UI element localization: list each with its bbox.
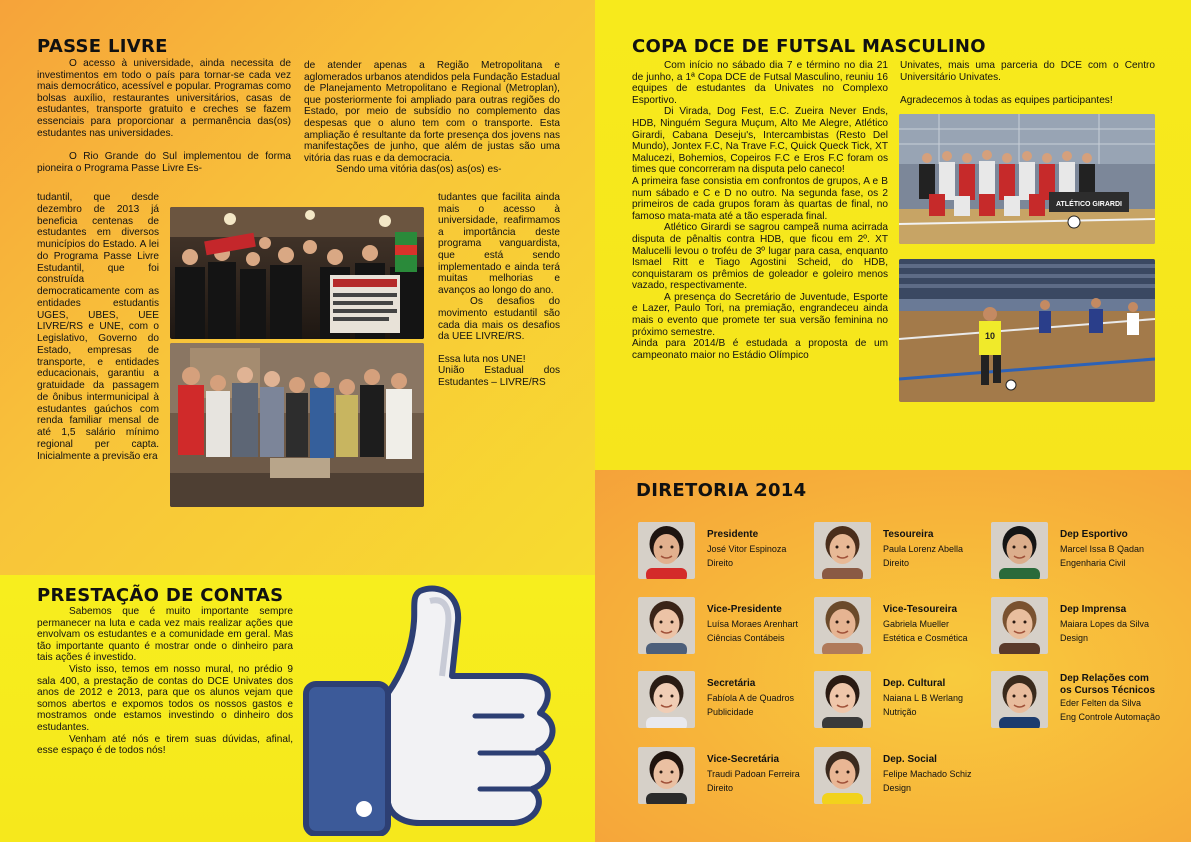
member-photo [814, 597, 871, 654]
member-role: Vice-Presidente [707, 604, 782, 615]
copa-p8: Agradecemos à todas as equipes participantes! [900, 95, 1113, 107]
member-card [814, 671, 984, 731]
member-photo [638, 522, 695, 579]
member-course: Direito [883, 558, 910, 568]
passe-livre-col2-narrow-p1: tudantes que facilita ainda mais o acesso à universidade, reafirmamos a importância deste programa vanguardista, que está sendo implementado e ainda terá muitas melhorias e avanços ao longo do ano. [438, 192, 560, 296]
member-photo [991, 597, 1048, 654]
prestacao-title: PRESTAÇÃO DE CONTAS [37, 585, 284, 606]
svg-text:10: 10 [984, 331, 996, 341]
passe-livre-col2-p1: de atender apenas a Região Metropolitana e aglomerados urbanos atendidos pela Fundação Estadual de Planejamento Metropolitano e Regional (Metroplan), que posteriormente foi ampliado para outras regiões do Estado, por meio de subsídio no complemento das despesas que o aluno tem com o transporte. Esta ampliação é resultante da forte presença dos jovens nas manifestações de junho, que além de justas são uma vitória das ruas e da democracia. [304, 60, 560, 164]
member-card [638, 597, 808, 657]
passe-livre-col2-p3: Os desafios do movimento estudantil são cada dia mais os desafios da UEE LIVRE/RS. [438, 296, 560, 343]
prestacao-panel [0, 575, 595, 842]
member-role: Dep Imprensa [1060, 604, 1127, 615]
member-name: Felipe Machado Schiz [883, 769, 972, 779]
member-photo [991, 671, 1048, 728]
passe-livre-panel [0, 0, 595, 575]
member-course: Publicidade [707, 707, 754, 717]
member-role: Dep. Social [883, 754, 937, 765]
passe-livre-col1 [37, 58, 291, 174]
member-role: Vice-Secretária [707, 754, 780, 765]
member-course: Design [1060, 633, 1089, 643]
students-officials-photo [170, 343, 424, 507]
passe-livre-title: PASSE LIVRE [37, 36, 168, 57]
copa-p5: A presença do Secretário de Juventude, Esporte e Lazer, Paulo Tori, na premiação, engrandeceu ainda mais o evento que promete ter sua versão feminina no próximo semestre. [632, 291, 888, 338]
copa-panel [595, 0, 1191, 470]
passe-livre-col2-narrow [438, 192, 560, 389]
member-role: Secretária [707, 678, 756, 689]
event-group-photo [170, 207, 424, 339]
member-card [991, 671, 1161, 731]
member-name: Eder Felten da Silva [1060, 698, 1142, 708]
diretoria-panel [595, 470, 1191, 842]
member-name: Paula Lorenz Abella [883, 544, 964, 554]
member-card [814, 597, 984, 657]
thumbs-up-icon [300, 581, 560, 836]
member-role: Presidente [707, 529, 759, 540]
copa-p7: Univates, mais uma parceria do DCE com o Centro Universitário Univates. [900, 60, 1155, 83]
copa-col1 [632, 60, 888, 361]
passe-livre-col1-p2: O Rio Grande do Sul implementou de forma pioneira o Programa Passe Livre Es- [37, 151, 291, 174]
passe-livre-col2-p5: União Estadual dos Estudantes – LIVRE/RS [438, 365, 560, 388]
member-card [814, 522, 984, 582]
diretoria-title: DIRETORIA 2014 [636, 480, 807, 501]
prestacao-text [37, 606, 293, 757]
member-role: Tesoureira [883, 529, 934, 540]
member-name: Fabíola A de Quadros [707, 693, 795, 703]
member-course: Nutrição [883, 707, 917, 717]
member-course: Estética e Cosmética [883, 633, 968, 643]
member-photo [814, 747, 871, 804]
prestacao-p3: Venham até nós e tirem suas dúvidas, afinal, esse espaço é de todos nós! [37, 733, 293, 757]
member-course: Eng Controle Automação [1060, 712, 1161, 722]
member-role: Dep Esportivo [1060, 529, 1128, 540]
member-photo [638, 597, 695, 654]
member-card [638, 671, 808, 731]
copa-p3: A primeira fase consistia em confrontos de grupos, A e B num sábado e C e D no outro. Na segunda fase, os 2 primeiros de cada grupos foram às quartas de final, no famoso mata-mata até a tão esperada final. [632, 175, 888, 222]
copa-col2 [900, 60, 1155, 107]
passe-livre-col2-p4: Essa luta nos UNE! [438, 353, 526, 365]
member-name: Marcel Issa B Qadan [1060, 544, 1145, 554]
member-name: Gabriela Mueller [883, 619, 950, 629]
member-course: Engenharia Civil [1060, 558, 1126, 568]
member-course: Design [883, 783, 912, 793]
member-photo [638, 747, 695, 804]
member-role: Dep Relações com os Cursos Técnicos [1060, 673, 1156, 696]
team-banner-text: ATLÉTICO GIRARDI [1056, 201, 1122, 208]
member-name: José Vitor Espinoza [707, 544, 787, 554]
prestacao-p2: Visto isso, temos em nosso mural, no prédio 9 sala 400, a prestação de contas do DCE Univates dos anos de 2012 e 2013, para que os alunos vejam que somos abertos e expomos todos os nossos gastos e mostramos onde estamos investindo o dinheiro dos estudantes. [37, 663, 293, 733]
game-photo [899, 259, 1155, 402]
member-name: Luísa Moraes Arenhart [707, 619, 799, 629]
member-photo [638, 671, 695, 728]
member-name: Traudi Padoan Ferreira [707, 769, 800, 779]
copa-p6: Ainda para 2014/B é estudada a proposta de um campeonato maior no Estádio Olímpico [632, 338, 888, 361]
passe-livre-col1-p1: O acesso à universidade, ainda necessita de investimentos em todo o país para tornar-se cada vez mais democrático, acessível e popular. Programas como bolsas auxílio, restaurantes universitários, casas de estudantes, transporte gratuito e creches se fazem essenciais para proporcionar a permanência das(os) estudantes nas universidades. [37, 58, 291, 139]
passe-livre-col2 [304, 60, 560, 176]
member-card [814, 747, 984, 807]
member-name: Naiana L B Werlang [883, 693, 964, 703]
member-card [638, 747, 808, 807]
copa-title: COPA DCE DE FUTSAL MASCULINO [632, 36, 986, 57]
member-course: Ciências Contábeis [707, 633, 785, 643]
member-role: Dep. Cultural [883, 678, 946, 689]
copa-p4: Atlético Girardi se sagrou campeã numa acirrada disputa de pênaltis contra HDB, que ficou em 2º. XT Malucelli levou o troféu de 3º lugar para casa, enquanto Ismael Ritt e Tiago Agostini Scheid, do HDB, conquistaram os prêmios de goleador e goleiro menos vazado, respectivamente. [632, 222, 888, 292]
member-card [991, 522, 1161, 582]
member-course: Direito [707, 558, 734, 568]
copa-p1: Com início no sábado dia 7 e término no dia 21 de junho, a 1ª Copa DCE de Futsal Masculino, reuniu 16 equipes de estudantes da Univates no Complexo Esportivo. [632, 60, 888, 106]
member-course: Direito [707, 783, 734, 793]
member-card [638, 522, 808, 582]
passe-livre-col2-p2: Sendo uma vitória das(os) as(os) es- [336, 164, 502, 176]
member-card [991, 597, 1161, 657]
passe-livre-col1-narrow: tudantil, que desde dezembro de 2013 já beneficia centenas de estudantes em diversos municípios do Estado. A lei do Programa Passe Livre Estudantil, que foi construída democraticamente com as entidades estudantis UGES, UBES, UEE LIVRE/RS e UNE, com o Legislativo, Governo do Estado, empresas de transporte, e entidades educacionais, garantiu a gratuidade da passagem de ônibus intermunicipal à estudantes gaúchos com renda familiar mensal de até 1,5 salário mínimo regional per capta. Inicialmente a previsão era [37, 192, 159, 462]
team-photo [899, 114, 1155, 244]
member-role: Vice-Tesoureira [883, 604, 958, 615]
member-name: Maiara Lopes da Silva [1060, 619, 1150, 629]
member-photo [991, 522, 1048, 579]
member-photo [814, 671, 871, 728]
copa-p2: Di Virada, Dog Fest, E.C. Zueira Never Ends, HDB, Ninguém Segura Muçum, Alto Me Alegre, Atlético Girardi, Cabana Deseju's, Intercambistas (Resto Del Mundo), Jontex F.C, Na Trave F.C, Quick Queck Tick, XT Malucezi, Bohemios, Copeiros F.C e Eros F.C foram os times que concorreram na disputa pelo caneco! [632, 106, 888, 176]
member-photo [814, 522, 871, 579]
prestacao-p1: Sabemos que é muito importante sempre permanecer na luta e cada vez mais realizar ações que envolvam os estudantes e a comunidade em geral. Mas tão importante quanto é mostrar onde o dinheiro para tais ações é investido. [37, 606, 293, 664]
